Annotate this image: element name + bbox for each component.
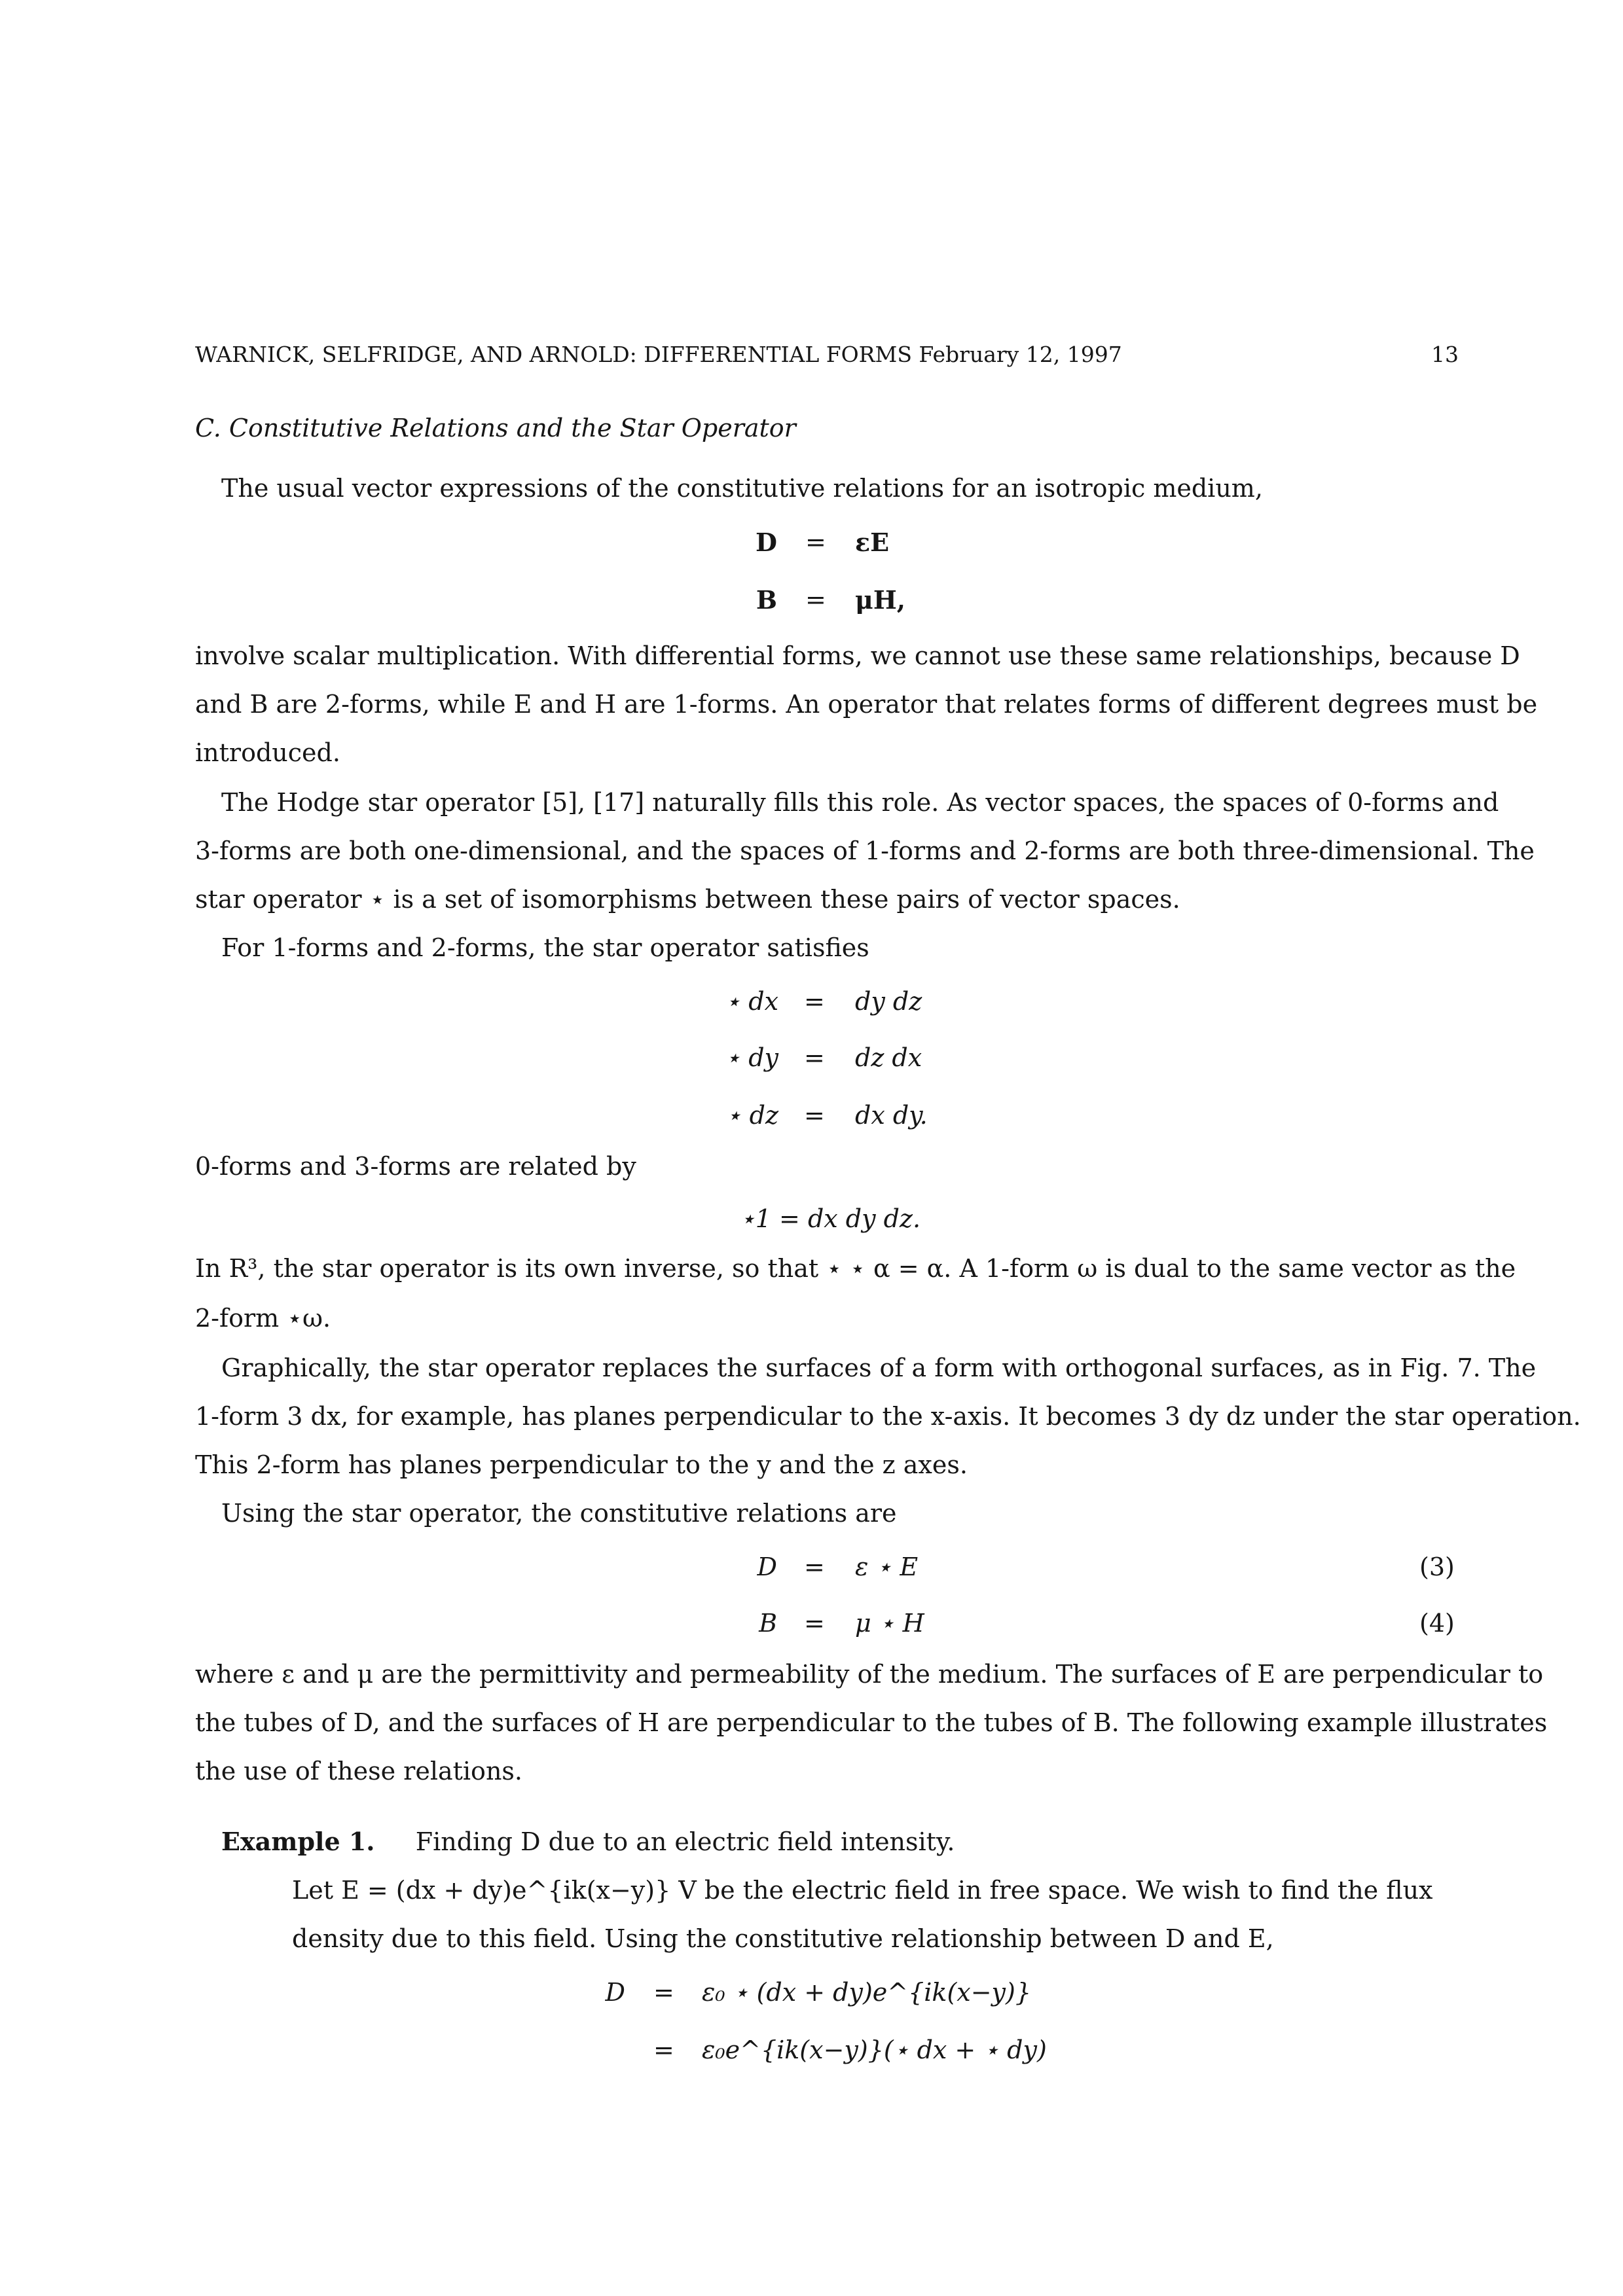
eq-rel: = [804, 987, 825, 1016]
eq-lhs: ⋆ dx [725, 987, 778, 1016]
eq-rhs: ε₀ ⋆ (dx + dy)e^{ik(x−y)} [702, 1978, 1032, 2007]
eq-rel: = [804, 1609, 825, 1638]
example-title: Finding D due to an electric field intensity. [415, 1827, 955, 1856]
equation-star-dx [0, 987, 1623, 1016]
paragraph-5: 0-forms and 3-forms are related by [195, 1152, 636, 1181]
eq-lhs: D [605, 1978, 625, 2007]
paragraph-6-line-2: 2-form ⋆ω. [195, 1304, 331, 1333]
eq-rel: = [804, 1043, 825, 1072]
example-label: Example 1. [221, 1827, 375, 1856]
eq-lhs: D [757, 1552, 777, 1581]
paragraph-1: The usual vector expressions of the constitutive relations for an isotropic medium, [221, 474, 1263, 503]
paragraph-6-line-1: In R³, the star operator is its own inverse, so that ⋆ ⋆ α = α. A 1-form ω is dual to the same vector as the [195, 1254, 1516, 1283]
eq-rhs: dy dz [855, 987, 922, 1016]
eq-rhs: dz dx [855, 1043, 922, 1072]
paragraph-2-line-1: involve scalar multiplication. With differential forms, we cannot use these same relationships, because D [195, 641, 1520, 670]
equation-3 [0, 1552, 1623, 1579]
paragraph-9-line-1: where ε and μ are the permittivity and permeability of the medium. The surfaces of E are perpendicular to [195, 1660, 1544, 1689]
running-title: WARNICK, SELFRIDGE, AND ARNOLD: DIFFERENTIAL FORMS February 12, 1997 [195, 342, 1122, 367]
page-number: 13 [1431, 342, 1459, 367]
eq-rhs: μ ⋆ H [855, 1609, 924, 1638]
eq-lhs: ⋆ dy [725, 1043, 778, 1072]
example-line-1: Let E = (dx + dy)e^{ik(x−y)} V be the electric field in free space. We wish to find the flux [292, 1876, 1433, 1905]
equation-star-one: ⋆1 = dx dy dz. [740, 1204, 921, 1233]
equation-number-4: (4) [1419, 1609, 1455, 1638]
equation-star-dy [0, 1043, 1623, 1072]
paragraph-9-line-2: the tubes of D, and the surfaces of H are perpendicular to the tubes of B. The following example illustrates [195, 1708, 1548, 1737]
paragraph-7-line-1: Graphically, the star operator replaces the surfaces of a form with orthogonal surfaces, as in Fig. 7. The [221, 1354, 1537, 1382]
eq-rel: = [653, 1978, 674, 2007]
equation-4 [0, 1609, 1623, 1638]
section-title: C. Constitutive Relations and the Star Operator [195, 414, 796, 442]
eq-rel: = [805, 585, 826, 614]
eq-rhs: dx dy. [855, 1101, 928, 1130]
eq-rhs: ε ⋆ E [855, 1552, 919, 1581]
paragraph-3-line-3: star operator ⋆ is a set of isomorphisms between these pairs of vector spaces. [195, 885, 1180, 914]
eq-rel: = [804, 1552, 825, 1581]
eq-rel: = [653, 2036, 674, 2064]
equation-vector-b [0, 585, 1623, 615]
paragraph-7-line-2: 1-form 3 dx, for example, has planes perpendicular to the x-axis. It becomes 3 dy dz under the star operation. [195, 1402, 1581, 1431]
paragraph-7-line-3: This 2-form has planes perpendicular to the y and the z axes. [195, 1450, 968, 1479]
eq-rhs: εE [855, 528, 890, 557]
example-equation-1 [0, 1978, 1623, 2007]
eq-lhs: ⋆ dz [725, 1101, 778, 1130]
eq-lhs: B [756, 585, 777, 615]
paragraph-2-line-3: introduced. [195, 738, 340, 767]
equation-star-dz [0, 1101, 1623, 1130]
example-line-2: density due to this field. Using the constitutive relationship between D and E, [292, 1924, 1274, 1953]
paragraph-8: Using the star operator, the constitutive relations are [221, 1499, 897, 1528]
eq-rhs: μH, [855, 585, 905, 615]
equation-vector-d [0, 528, 1623, 557]
example-equation-2 [0, 2036, 1623, 2062]
example-heading [221, 1829, 955, 1855]
paragraph-3-line-2: 3-forms are both one-dimensional, and the spaces of 1-forms and 2-forms are both three-dimensional. The [195, 836, 1535, 865]
eq-lhs: D [756, 528, 777, 557]
eq-rel: = [804, 1101, 825, 1130]
eq-lhs: B [759, 1609, 777, 1638]
paragraph-4: For 1-forms and 2-forms, the star operator satisfies [221, 933, 869, 962]
paragraph-2-line-2: and B are 2-forms, while E and H are 1-forms. An operator that relates forms of different degrees must be [195, 690, 1538, 719]
equation-number-3: (3) [1419, 1552, 1455, 1581]
eq-rel: = [805, 528, 826, 556]
paragraph-9-line-3: the use of these relations. [195, 1757, 522, 1785]
eq-rhs: ε₀e^{ik(x−y)}(⋆ dx + ⋆ dy) [702, 2036, 1047, 2064]
paragraph-3-line-1: The Hodge star operator [5], [17] naturally fills this role. As vector spaces, the spaces of 0-forms and [221, 788, 1499, 817]
